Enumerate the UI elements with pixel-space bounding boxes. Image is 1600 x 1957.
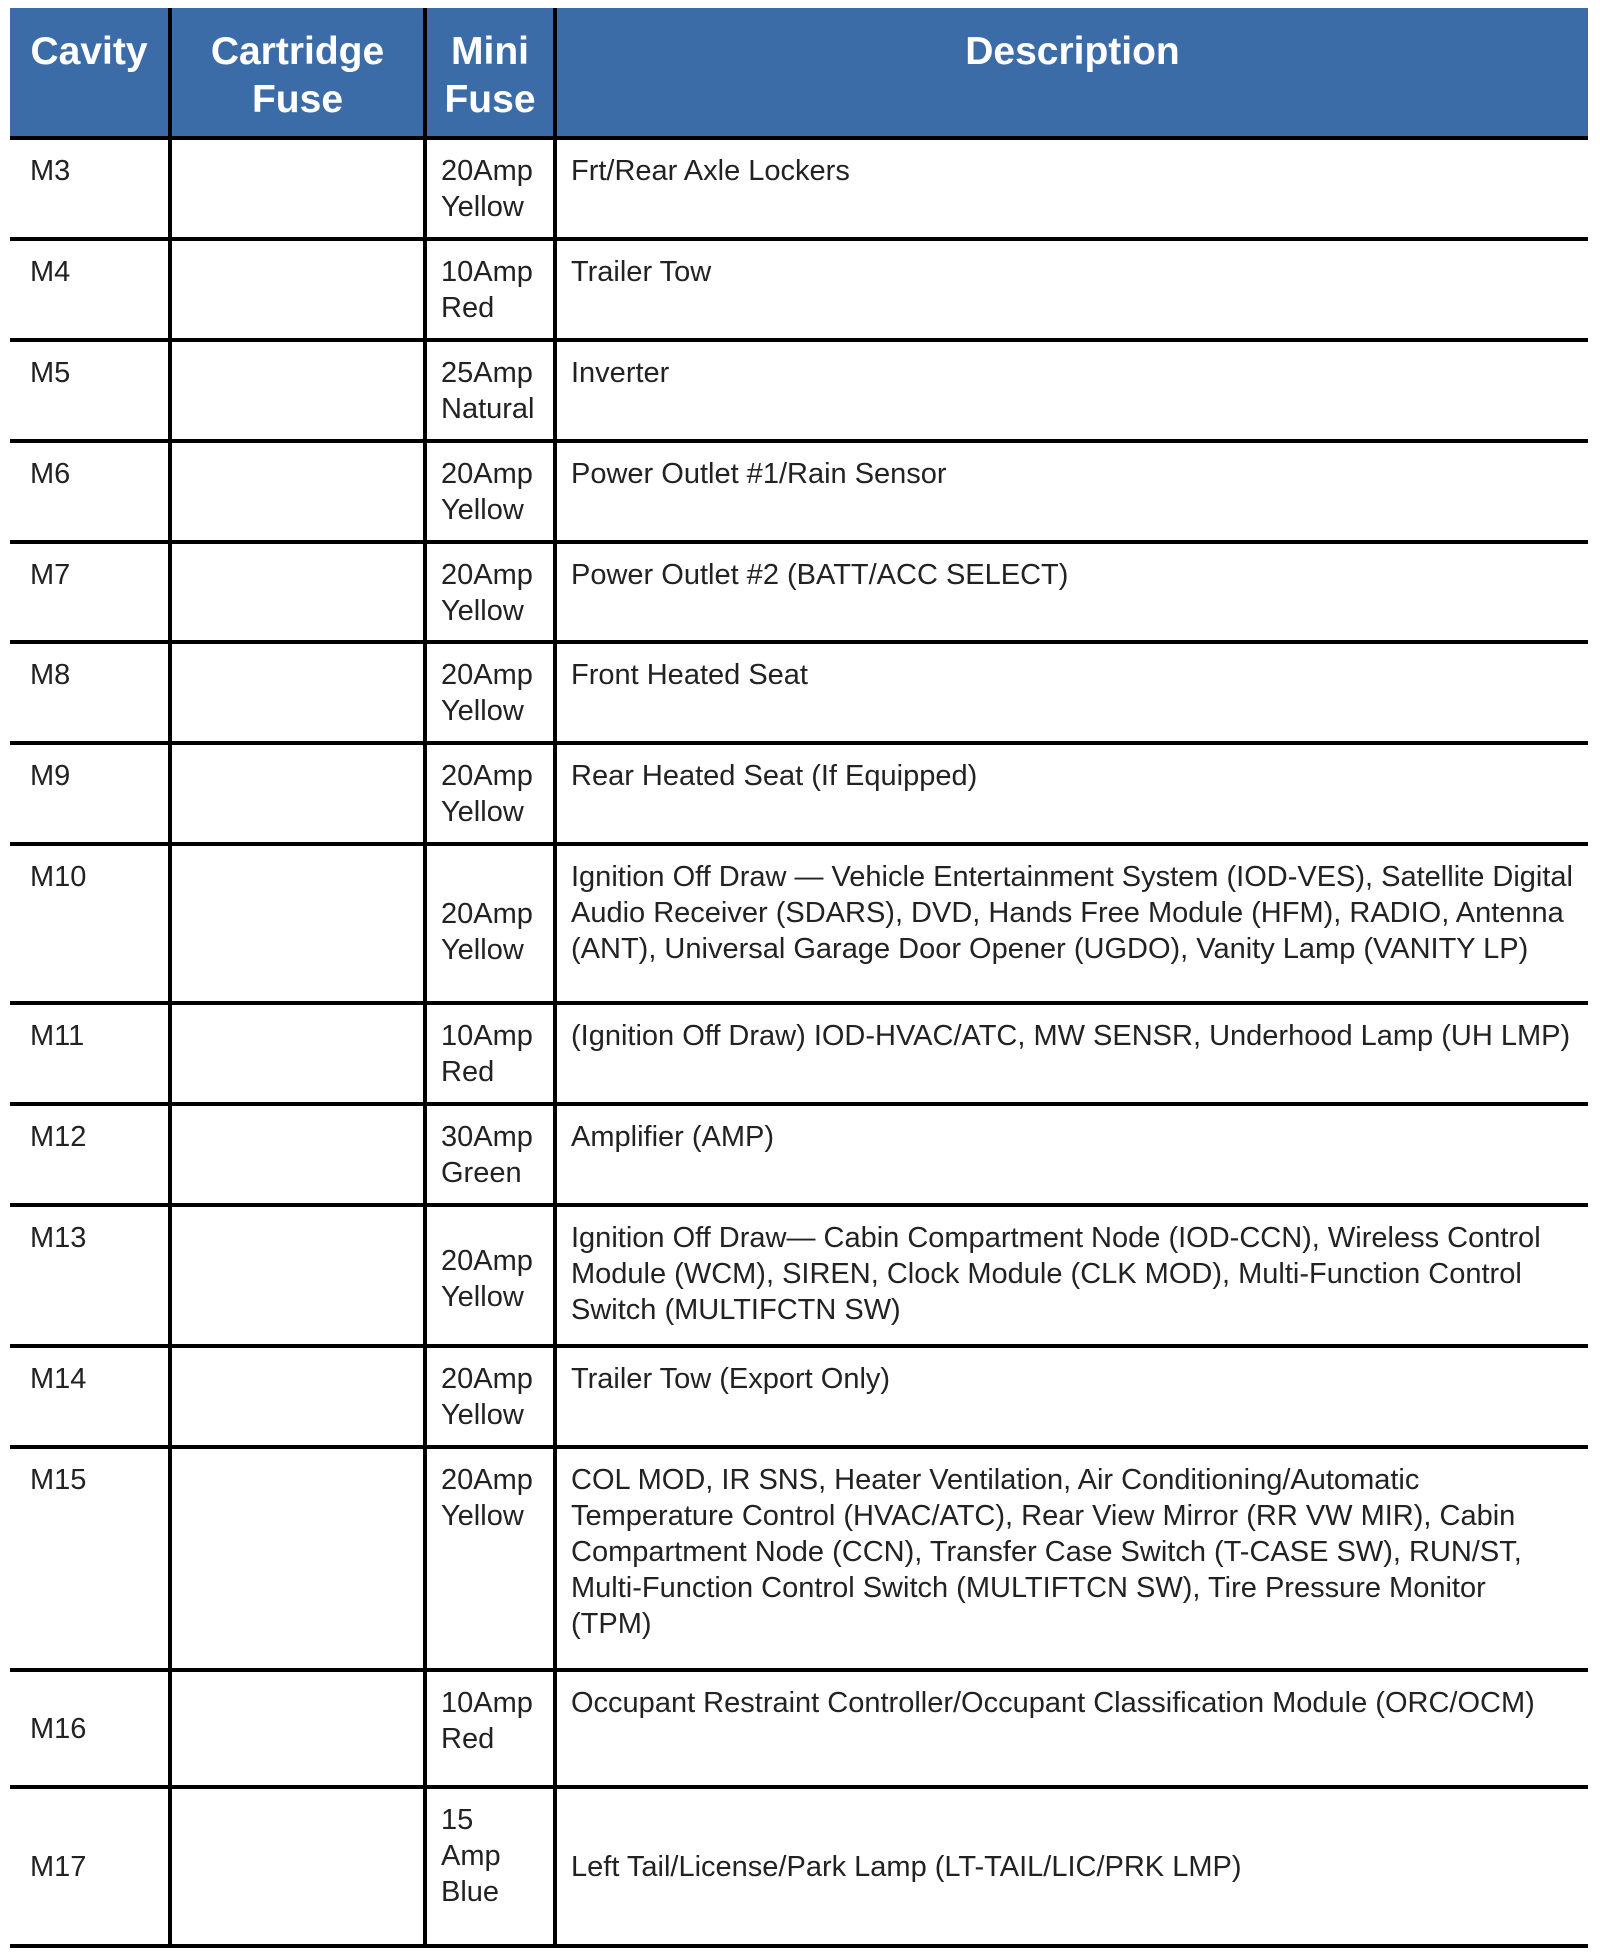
cartridge-cell: [170, 1670, 425, 1787]
description-cell: Ignition Off Draw— Cabin Compartment Node (IOD-CCN), Wireless Control Module (WCM), SIREN, Clock Module (CLK MOD), Multi-Function Control Switch (MULTIFCTN SW): [555, 1205, 1588, 1347]
cartridge-cell: [170, 1787, 425, 1946]
cartridge-cell: [170, 1205, 425, 1347]
description-cell: Ignition Off Draw — Vehicle Entertainment System (IOD-VES), Satellite Digital Audio Receiver (SDARS), DVD, Hands Free Module (HFM), RADIO, Antenna (ANT), Universal Garage Door Opener (UGDO), Vanity Lamp (VANITY LP): [555, 844, 1588, 1003]
cartridge-cell: [170, 542, 425, 643]
mini-fuse-cell: 20Amp Yellow: [425, 743, 555, 844]
mini-fuse-cell: 10Amp Red: [425, 239, 555, 340]
description-cell: Frt/Rear Axle Lockers: [555, 138, 1588, 239]
cartridge-cell: [170, 441, 425, 542]
mini-fuse-cell: 20Amp Yellow: [425, 1346, 555, 1447]
mini-fuse-cell: 20Amp Yellow: [425, 138, 555, 239]
cavity-cell: M12: [10, 1104, 170, 1205]
cavity-cell: M16: [10, 1670, 170, 1787]
cartridge-cell: [170, 340, 425, 441]
cartridge-cell: [170, 138, 425, 239]
header-row: [10, 8, 1588, 138]
header-cartridge-fuse: Cartridge Fuse: [170, 8, 425, 138]
table-row: [10, 844, 1588, 1003]
cartridge-cell: [170, 1104, 425, 1205]
mini-fuse-cell: 20Amp Yellow: [425, 441, 555, 542]
table-row: [10, 642, 1588, 743]
cavity-cell: M7: [10, 542, 170, 643]
mini-fuse-cell: 10Amp Red: [425, 1003, 555, 1104]
cartridge-cell: [170, 1447, 425, 1670]
description-cell: (Ignition Off Draw) IOD-HVAC/ATC, MW SENSR, Underhood Lamp (UH LMP): [555, 1003, 1588, 1104]
table-header: [10, 8, 1588, 138]
description-cell: Trailer Tow (Export Only): [555, 1346, 1588, 1447]
table-row: [10, 1787, 1588, 1946]
header-cavity: Cavity: [10, 8, 170, 138]
cartridge-cell: [170, 844, 425, 1003]
description-cell: COL MOD, IR SNS, Heater Ventilation, Air Conditioning/Automatic Temperature Control (HVAC/ATC), Rear View Mirror (RR VW MIR), Cabin Compartment Node (CCN), Transfer Case Switch (T-CASE SW), RUN/ST, Multi-Function Control Switch (MULTIFTCN SW), Tire Pressure Monitor (TPM): [555, 1447, 1588, 1670]
header-description: Description: [555, 8, 1588, 138]
fuse-table: [10, 8, 1588, 1948]
table-row: [10, 1104, 1588, 1205]
table-row: [10, 542, 1588, 643]
cartridge-cell: [170, 1346, 425, 1447]
mini-fuse-cell: 10Amp Red: [425, 1670, 555, 1787]
description-cell: Left Tail/License/Park Lamp (LT-TAIL/LIC/PRK LMP): [555, 1787, 1588, 1946]
mini-fuse-cell: 20Amp Yellow: [425, 844, 555, 1003]
table-row: [10, 340, 1588, 441]
cavity-cell: M10: [10, 844, 170, 1003]
table-row: [10, 1346, 1588, 1447]
description-cell: Inverter: [555, 340, 1588, 441]
cavity-cell: M4: [10, 239, 170, 340]
cartridge-cell: [170, 642, 425, 743]
table-row: [10, 138, 1588, 239]
table-row: [10, 1670, 1588, 1787]
table-row: [10, 1447, 1588, 1670]
cavity-cell: M15: [10, 1447, 170, 1670]
description-cell: Trailer Tow: [555, 239, 1588, 340]
mini-fuse-cell: 20Amp Yellow: [425, 1205, 555, 1347]
mini-fuse-cell: 30Amp Green: [425, 1104, 555, 1205]
mini-fuse-cell: 25Amp Natural: [425, 340, 555, 441]
table-row: [10, 1003, 1588, 1104]
cartridge-cell: [170, 1003, 425, 1104]
table-row: [10, 1205, 1588, 1347]
mini-fuse-cell: 20Amp Yellow: [425, 642, 555, 743]
description-cell: Amplifier (AMP): [555, 1104, 1588, 1205]
table-row: [10, 239, 1588, 340]
cavity-cell: M14: [10, 1346, 170, 1447]
cartridge-cell: [170, 239, 425, 340]
cavity-cell: M9: [10, 743, 170, 844]
mini-fuse-cell: 15 Amp Blue: [425, 1787, 555, 1946]
mini-fuse-cell: 20Amp Yellow: [425, 542, 555, 643]
cavity-cell: M11: [10, 1003, 170, 1104]
table-body: [10, 138, 1588, 1946]
header-mini-fuse: Mini Fuse: [425, 8, 555, 138]
cavity-cell: M8: [10, 642, 170, 743]
cavity-cell: M5: [10, 340, 170, 441]
cavity-cell: M3: [10, 138, 170, 239]
description-cell: Occupant Restraint Controller/Occupant Classification Module (ORC/OCM): [555, 1670, 1588, 1787]
mini-fuse-cell: 20Amp Yellow: [425, 1447, 555, 1670]
cavity-cell: M6: [10, 441, 170, 542]
description-cell: Power Outlet #2 (BATT/ACC SELECT): [555, 542, 1588, 643]
description-cell: Rear Heated Seat (If Equipped): [555, 743, 1588, 844]
cavity-cell: M13: [10, 1205, 170, 1347]
description-cell: Power Outlet #1/Rain Sensor: [555, 441, 1588, 542]
cavity-cell: M17: [10, 1787, 170, 1946]
table-row: [10, 743, 1588, 844]
table-row: [10, 441, 1588, 542]
description-cell: Front Heated Seat: [555, 642, 1588, 743]
cartridge-cell: [170, 743, 425, 844]
